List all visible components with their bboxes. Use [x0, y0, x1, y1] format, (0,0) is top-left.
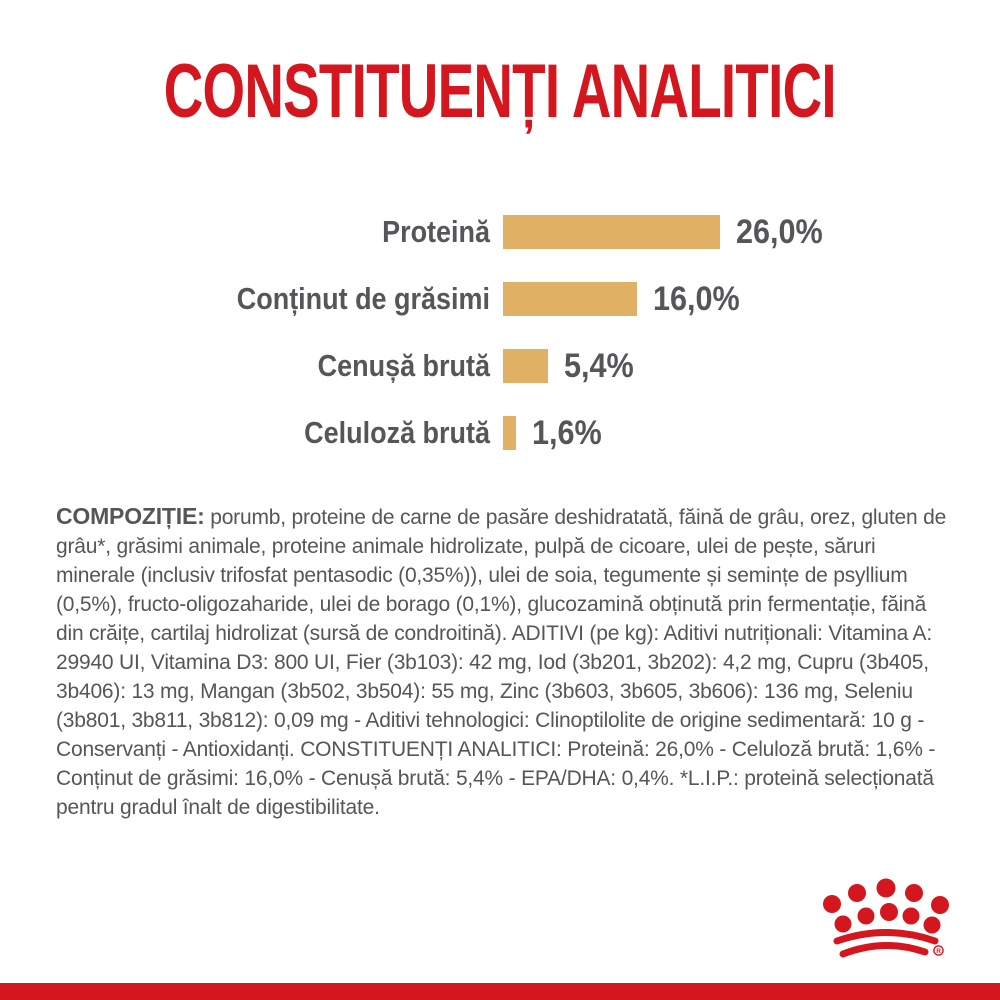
constituent-label-fibre: Celuloză brută — [304, 415, 490, 450]
constituent-row-ash — [0, 346, 1000, 385]
constituent-label-ash: Cenușă brută — [317, 348, 490, 383]
crown-dots — [823, 879, 949, 934]
crown-base-arcs — [837, 933, 935, 955]
constituent-value-protein: 26,0% — [736, 212, 823, 251]
constituent-value-fat: 16,0% — [653, 279, 740, 318]
composition-label: COMPOZIȚIE: — [56, 503, 205, 529]
constituent-label-protein: Proteină — [382, 214, 490, 249]
composition-paragraph — [56, 502, 948, 822]
constituent-row-fat — [0, 279, 1000, 318]
page-title-text: CONSTITUENȚI ANALITICI — [163, 49, 837, 134]
composition-text: porumb, proteine de carne de pasăre deshidratată, făină de grâu, orez, gluten de grâu*, grăsimi animale, proteine animale hidrolizate, pulpă de cicoare, ulei de pește, săruri minerale (inclusiv trifosfat pentasodic (0,35%)), ulei de soia, tegumente și semințe de psyllium (0,5%), fructo-oligozaharide, ulei de borago (0,1%), glucozamină obținută prin fermentație, făină din crăițe, cartilaj hidrolizat (sursă de condroitină). ADITIVI (pe kg): Aditivi nutriționali: Vitamina A: 29940 UI, Vitamina D3: 800 UI, Fier (3b103): 42 mg, Iod (3b201, 3b202): 4,2 mg, Cupru (3b405, 3b406): 13 mg, Mangan (3b502, 3b504): 55 mg, Zinc (3b603, 3b605, 3b606): 136 mg, Seleniu (3b801, 3b811, 3b812): 0,09 mg - Aditivi tehnologici: Clinoptilolite de origine sedimentară: 10 g - Conservanți - Antioxidanți. CONSTITUENȚI ANALITICI: Proteină: 26,0% - Celuloză brută: 1,6% - Conținut de grăsimi: 16,0% - Cenușă brută: 5,4% - EPA/DHA: 0,4%. *L.I.P.: proteină selecționată pentru gradul înalt de digestibilitate. — [56, 506, 947, 819]
constituent-value-fibre: 1,6% — [532, 413, 602, 452]
constituent-bar-fat — [503, 282, 637, 316]
constituent-label-fat: Conținut de grăsimi — [236, 281, 490, 316]
constituent-bar-protein — [503, 215, 720, 249]
footer-red-strip — [0, 983, 1000, 1000]
constituent-row-protein — [0, 212, 1000, 251]
constituent-row-fibre — [0, 413, 1000, 452]
constituent-value-ash: 5,4% — [564, 346, 634, 385]
svg-text:R: R — [936, 948, 941, 955]
registered-trademark-icon — [934, 946, 943, 955]
constituent-bar-ash — [503, 349, 548, 383]
page-title — [0, 49, 1000, 134]
constituent-bar-fibre — [503, 416, 516, 450]
royal-canin-crown-logo — [822, 877, 952, 965]
constituents-chart — [0, 212, 1000, 483]
